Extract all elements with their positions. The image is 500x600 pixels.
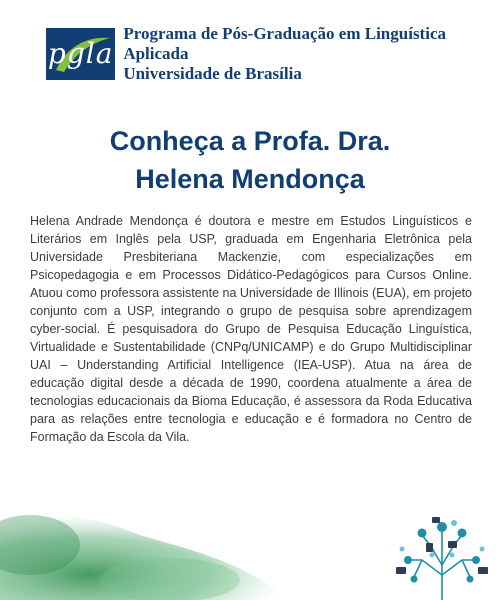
bio-text: Helena Andrade Mendonça é doutora e mestre em Estudos Linguísticos e Literários em Inglês pela USP, graduada em Engenharia Eletrônica pela Universidade Presbiteriana Mackenzie, com especializações em Psicopedagogia e em Processos Didático-Pedagógicos para Cursos Online. Atuou como professora assistente na Universidade de Illinois (EUA), em projeto conjunto com a USP, integrando o grupo de pesquisa sobre aprendizagem cyber-social. É pesquisadora do Grupo de Pesquisa Educação Linguística, Virtualidade e Sustentabilidade (CNPq/UNICAMP) e do Grupo Multidisciplinar UAI – Understanding Artificial Intelligence (IEA-USP). Atua na área de educação digital desde a década de 1990, coordena atualmente a área de tecnologias educacionais da Bioma Educação, é assessora da Roda Educativa para as relações entre tecnologia e educação e é formadora no Centro de Formação da Escola da Vila. [30,214,472,444]
page-title-line2: Helena Mendonça [135,164,365,194]
page-title [0,122,500,198]
page-title-line1: Conheça a Profa. Dra. [109,126,391,156]
university-name: Universidade de Brasília [123,64,302,83]
program-name [123,24,500,84]
logo-text: pgla [47,36,114,70]
tech-tree-icon [392,515,492,600]
header [46,24,500,83]
pgla-logo [46,28,115,80]
watercolor-decoration [0,505,290,600]
program-title: Programa de Pós-Graduação em Linguística Aplicada [123,24,446,63]
